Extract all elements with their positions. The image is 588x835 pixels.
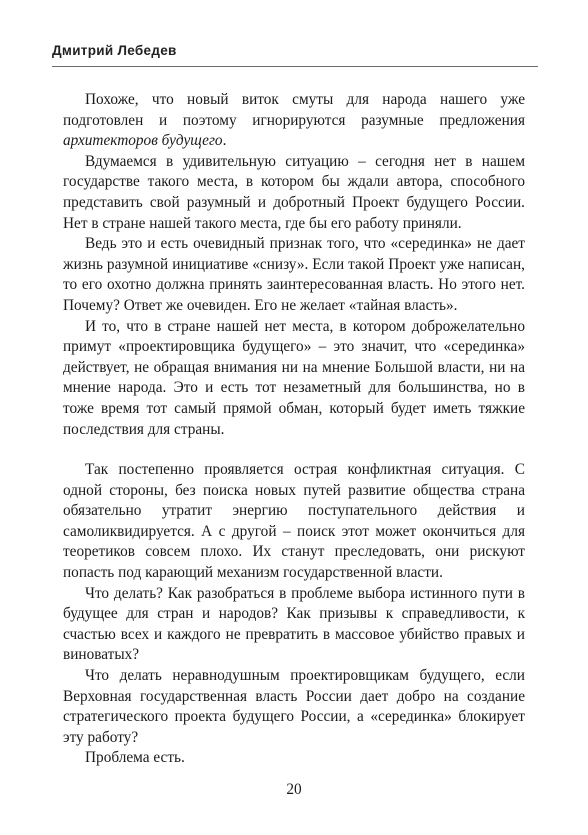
paragraph: Ведь это и есть очевидный признак того, что «серединка» не дает жизнь разумной инициативе «снизу». Если такой Проект уже написан, то его охотно должна принять заинтересованная власть. Но этого нет. Почему? Ответ же очевиден. Его не желает «тайная власть». <box>63 235 525 314</box>
paragraph: Так постепенно проявляется острая конфликтная ситуация. С одной стороны, без поиска новых путей развитие общества страна обязательно утратит энергию поступательного действия и самоликвидируется. А с другой – поиск этот может окончиться для теоретиков совсем плохо. Их станут преследовать, они рискуют попасть под карающий механизм государственной власти. <box>63 461 525 581</box>
paragraph <box>63 90 525 152</box>
paragraph-text: Похоже, что новый виток смуты для народа нашего уже подготовлен и поэтому игнорируются разумные предложения <box>63 91 525 129</box>
paragraph: Проблема есть. <box>85 749 185 767</box>
paragraph: Что делать? Как разобраться в проблеме выбора истинного пути в будущее для стран и народов? Как призывы к справедливости, к счастью всех и каждого не превратить в массовое убийство правых и виноватых? <box>63 584 525 664</box>
paragraph-italic-text: архитекторов будущего <box>63 132 223 150</box>
paragraph: И то, что в стране нашей нет места, в котором доброжелательно примут «проектировщика будущего» – это значит, что «серединка» действует, не обращая внимания ни на мнение Большой власти, ни на мнение народа. Это и есть тот незаметный для большинства, но в тоже время тот самый прямой обман, который будет иметь тяжкие последствия для страны. <box>63 317 525 438</box>
text-block-lower <box>63 460 525 769</box>
paragraph-text: . <box>222 132 227 150</box>
paragraph: Вдумаемся в удивительную ситуацию – сегодня нет в нашем государстве такого места, в котором бы ждали автора, способного представить свой разумный и добротный Проект будущего России. Нет в стране нашей такого места, где бы его работу приняли. <box>63 152 525 232</box>
paragraph: Что делать неравнодушным проектировщикам будущего, если Верховная государственная власть России дает добро на создание стратегического проекта будущего России, а «серединка» блокирует эту работу? <box>63 666 525 746</box>
running-header-author: Дмитрий Лебедев <box>52 43 177 58</box>
running-header <box>52 36 538 67</box>
text-block-upper <box>63 90 525 440</box>
page-number: 20 <box>286 781 302 798</box>
